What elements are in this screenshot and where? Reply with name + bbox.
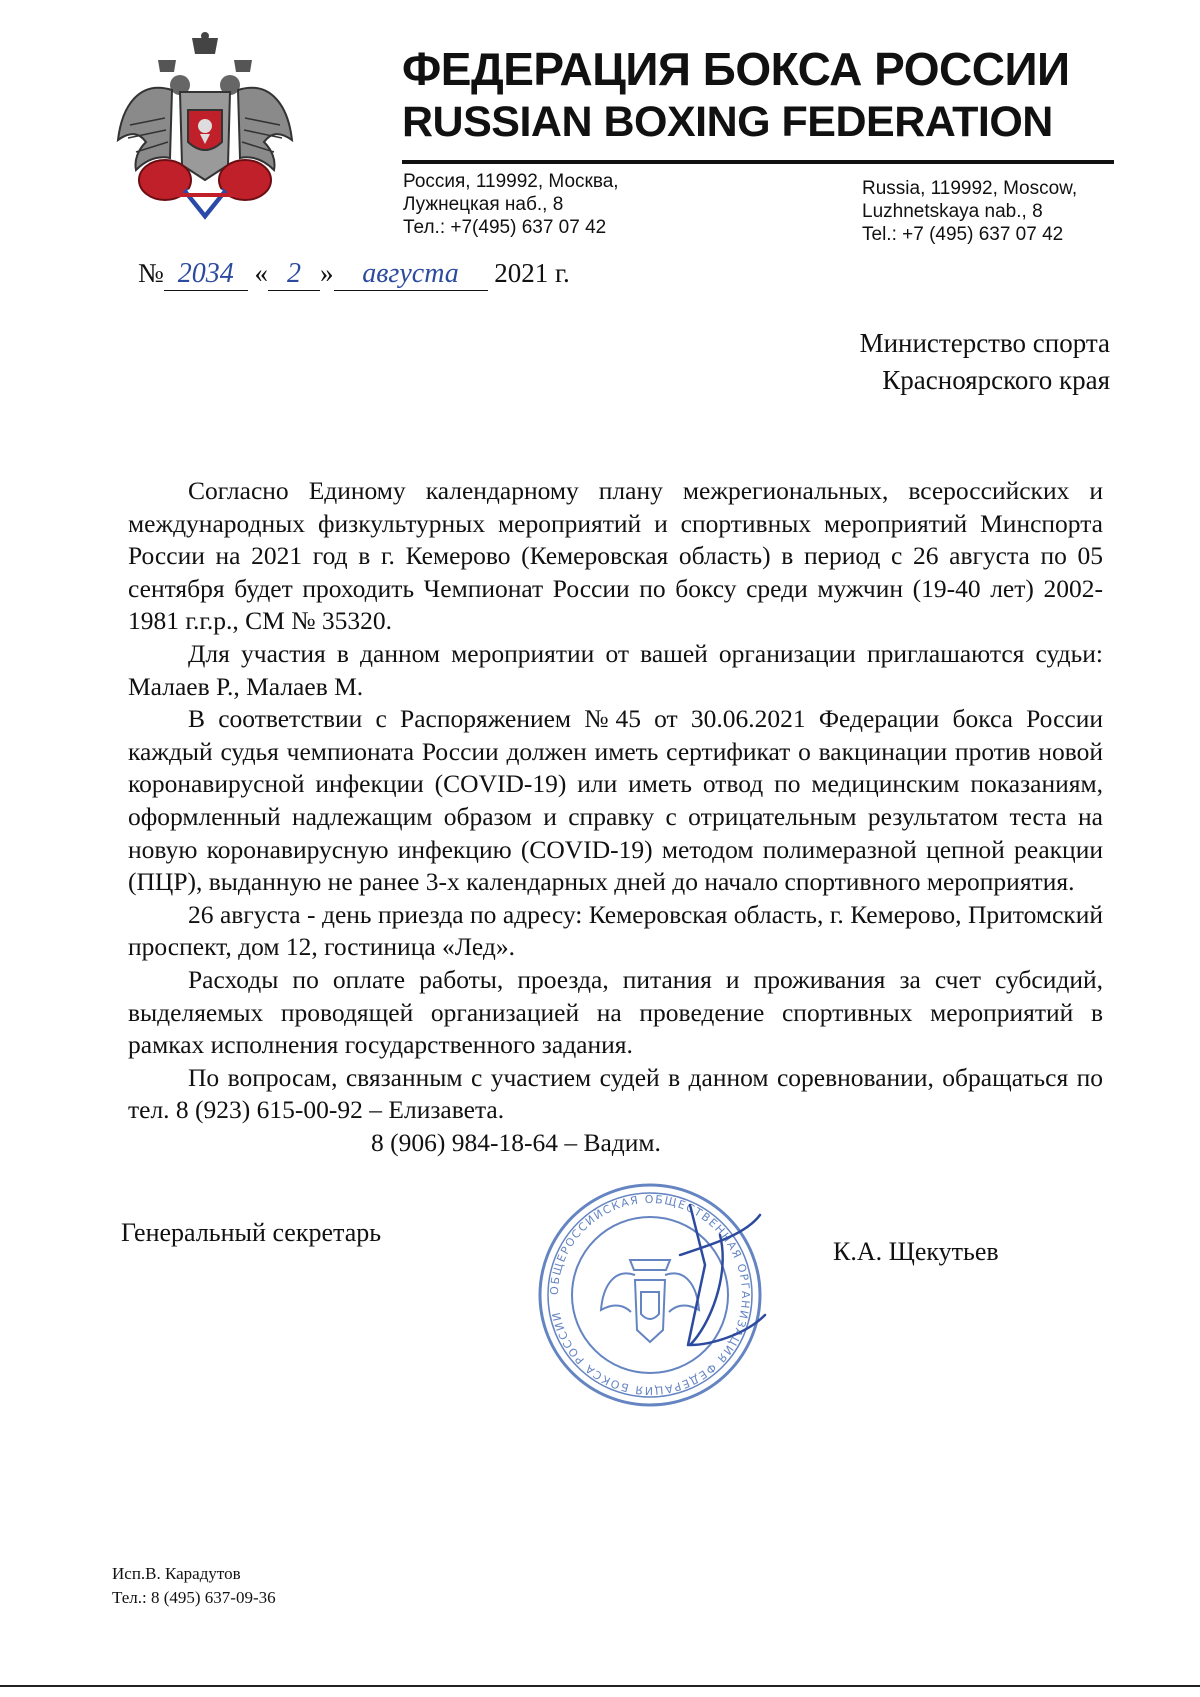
header-divider [402,160,1114,164]
address-en-line: Tel.: +7 (495) 637 07 42 [862,224,1064,245]
reg-day: 2 [268,258,320,291]
number-sign: № [138,258,164,288]
body-paragraph: Для участия в данном мероприятии от вашей организации приглашаются судьи: Малаев Р., Малаев М. [128,638,1103,701]
signatory-title: Генеральный секретарь [121,1218,382,1247]
executor-name: Исп.В. Карадутов [112,1564,241,1583]
addressee-block [860,325,1110,399]
address-en [862,177,1077,246]
executor-block [112,1562,276,1610]
stamp-text: ОБЩЕРОССИЙСКАЯ ОБЩЕСТВЕННАЯ ОРГАНИЗАЦИЯ ФЕДЕРАЦИЯ БОКСА РОССИИ [547,1192,753,1398]
addressee-line: Министерство спорта [859,328,1110,358]
reg-number: 2034 [164,258,248,291]
body-paragraph: Согласно Единому календарному плану межрегиональных, всероссийских и международных физкультурных мероприятий и спортивных мероприятий Минспорта России на 2021 год в г. Кемерово (Кемеровская область) в период с 26 августа по 05 сентября будет проходить Чемпионат России по боксу среди мужчин (19-40 лет) 2002-1981 г.г.р., СМ № 35320. [128,476,1103,636]
address-en-line: Luzhnetskaya nab., 8 [862,201,1043,222]
handwritten-signature-icon [650,1195,770,1355]
registration-line [138,258,570,291]
addressee-line: Красноярского края [882,365,1110,395]
reg-year: 2021 г. [494,258,570,288]
body-paragraph: В соответствии с Распоряжением №45 от 30.06.2021 Федерации бокса России каждый судья чемпионата России должен иметь сертификат о вакцинации против новой коронавирусной инфекции (COVID-19) или иметь отвод по медицинским показаниям, оформленный надлежащим образом и справку с отрицательным результатом теста на новую коронавирусную инфекцию (COVID-19) методом полимеразной цепной реакции (ПЦР), выданную не ранее 3-х календарных дней до начало спортивного мероприятия. [128,704,1103,897]
letter-body [128,475,1103,1159]
org-name-ru: ФЕДЕРАЦИЯ БОКСА РОССИИ [402,43,1070,95]
body-paragraph: Расходы по оплате работы, проезда, питания и проживания за счет субсидий, выделяемых проводящей организацией на проведение спортивных мероприятий в рамках исполнения государственного задания. [128,964,1103,1060]
address-ru-line: Тел.: +7(495) 637 07 42 [403,217,607,238]
body-paragraph: 26 августа - день приезда по адресу: Кемеровская область, г. Кемерово, Притомский проспект, дом 12, гостиница «Лед». [128,899,1103,962]
address-ru-line: Лужнецкая наб., 8 [403,194,564,215]
day-open-quote: « [254,258,269,288]
org-name-en: RUSSIAN BOXING FEDERATION [402,98,1053,146]
address-ru-line: Россия, 119992, Москва, [403,171,619,192]
executor-phone: Тел.: 8 (495) 637-09-36 [112,1588,276,1607]
day-close-quote: » [320,258,334,288]
body-phone-2: 8 (906) 984-18-64 – Вадим. [371,1127,661,1157]
address-en-line: Russia, 119992, Moscow, [862,178,1078,199]
address-ru [403,170,619,239]
signatory-name: К.А. Щекутьев [833,1237,999,1266]
double-headed-eagle-emblem-icon [110,30,300,225]
body-paragraph: По вопросам, связанным с участием судей в данном соревновании, обращаться по тел. 8 (923) 615-00-92 – Елизавета. [128,1062,1103,1125]
page-bottom-edge [0,1685,1200,1687]
reg-month: августа [334,258,488,291]
